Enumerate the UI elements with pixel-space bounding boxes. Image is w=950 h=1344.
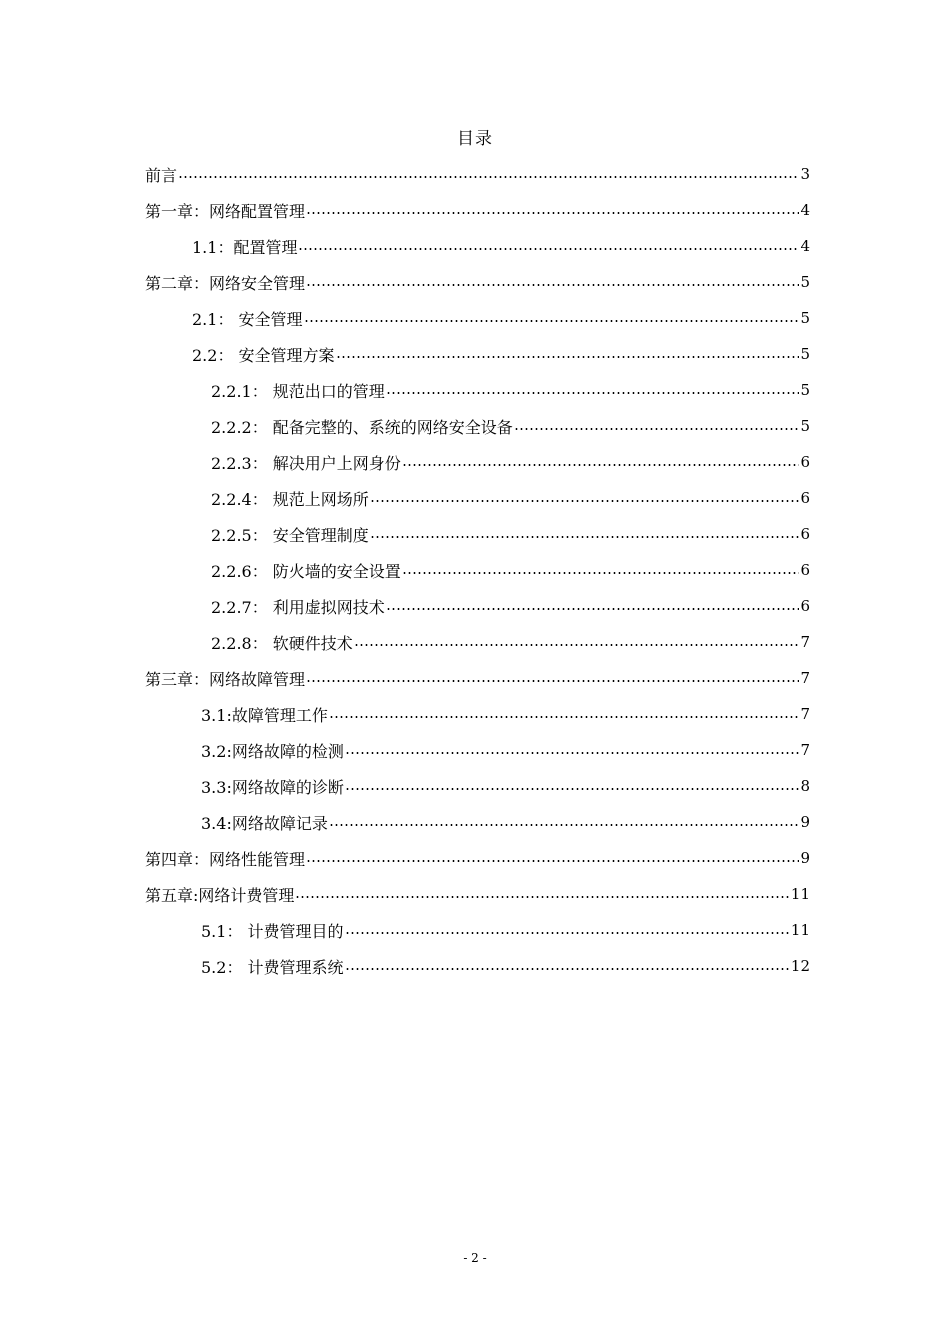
- toc-entry-page: 5: [800, 309, 810, 327]
- toc-entry-label: 第三章：网络故障管理: [145, 667, 305, 690]
- toc-leader-dots: [306, 284, 799, 287]
- toc-leader-dots: [345, 932, 790, 935]
- toc-leader-dots: [306, 212, 799, 215]
- toc-entry-label: 2.2： 安全管理方案: [192, 343, 335, 366]
- toc-leader-dots: [298, 248, 799, 251]
- toc-entry-page: 6: [800, 525, 810, 543]
- toc-leader-dots: [329, 716, 800, 719]
- toc-entry-label: 3.1:故障管理工作: [201, 703, 328, 726]
- toc-entry[interactable]: [145, 840, 810, 876]
- toc-entry-page: 5: [800, 273, 810, 291]
- toc-entry-label: 第五章:网络计费管理: [145, 883, 294, 906]
- toc-entry-page: 7: [800, 669, 810, 687]
- toc-entry-label: 1.1：配置管理: [192, 235, 297, 258]
- toc-entry-label: 5.2： 计费管理系统: [201, 955, 344, 978]
- toc-entry-label: 前言: [145, 163, 177, 186]
- toc-entry-page: 6: [800, 561, 810, 579]
- toc-entry-page: 7: [800, 633, 810, 651]
- toc-leader-dots: [370, 536, 800, 539]
- toc-entry-page: 6: [800, 453, 810, 471]
- toc-entry-page: 6: [800, 489, 810, 507]
- toc-entry-label: 2.2.7： 利用虚拟网技术: [211, 595, 385, 618]
- toc-entry[interactable]: [145, 660, 810, 696]
- toc-entry[interactable]: [145, 696, 810, 732]
- toc-entry-page: 4: [800, 201, 810, 219]
- toc-leader-dots: [295, 896, 790, 899]
- toc-entry[interactable]: [145, 588, 810, 624]
- toc-entry-label: 3.2:网络故障的检测: [201, 739, 344, 762]
- toc-leader-dots: [386, 608, 800, 611]
- toc-entry-page: 8: [800, 777, 810, 795]
- toc-entry[interactable]: [145, 804, 810, 840]
- toc-entry[interactable]: [145, 948, 810, 984]
- toc-leader-dots: [514, 428, 800, 431]
- toc-entry[interactable]: [145, 336, 810, 372]
- toc-entry[interactable]: [145, 444, 810, 480]
- toc-entry-page: 11: [790, 885, 810, 903]
- toc-entry-label: 2.2.4： 规范上网场所: [211, 487, 369, 510]
- toc-entry[interactable]: [145, 480, 810, 516]
- toc-leader-dots: [304, 320, 800, 323]
- toc-entry-label: 第一章：网络配置管理: [145, 199, 305, 222]
- toc-entry[interactable]: [145, 768, 810, 804]
- toc-entry[interactable]: [145, 300, 810, 336]
- toc-leader-dots: [336, 356, 800, 359]
- toc-entry[interactable]: [145, 156, 810, 192]
- page-number: - 2 -: [463, 1251, 487, 1265]
- toc-entry[interactable]: [145, 264, 810, 300]
- toc-entry-page: 7: [800, 705, 810, 723]
- toc-leader-dots: [345, 752, 800, 755]
- toc-leader-dots: [329, 824, 800, 827]
- toc-entry-label: 3.3:网络故障的诊断: [201, 775, 344, 798]
- toc-leader-dots: [306, 860, 799, 863]
- toc-entry[interactable]: [145, 552, 810, 588]
- toc-entry-label: 第四章：网络性能管理: [145, 847, 305, 870]
- toc-entry-page: 5: [800, 417, 810, 435]
- toc-entry-page: 12: [790, 957, 810, 975]
- toc-entry[interactable]: [145, 228, 810, 264]
- toc-leader-dots: [402, 572, 800, 575]
- toc-entry-page: 4: [800, 237, 810, 255]
- toc-entry-label: 2.2.6： 防火墙的安全设置: [211, 559, 401, 582]
- toc-leader-dots: [306, 680, 799, 683]
- toc-entry-page: 6: [800, 597, 810, 615]
- toc-entry-label: 第二章：网络安全管理: [145, 271, 305, 294]
- toc-entry-page: 5: [800, 381, 810, 399]
- toc-entry[interactable]: [145, 732, 810, 768]
- toc-entry-label: 3.4:网络故障记录: [201, 811, 328, 834]
- table-of-contents: [145, 156, 810, 984]
- toc-entry-page: 11: [790, 921, 810, 939]
- toc-entry-label: 2.2.8： 软硬件技术: [211, 631, 353, 654]
- toc-leader-dots: [370, 500, 800, 503]
- toc-entry[interactable]: [145, 516, 810, 552]
- toc-entry[interactable]: [145, 192, 810, 228]
- toc-entry[interactable]: [145, 912, 810, 948]
- toc-entry-label: 2.2.2： 配备完整的、系统的网络安全设备: [211, 415, 513, 438]
- toc-leader-dots: [402, 464, 800, 467]
- toc-leader-dots: [345, 968, 790, 971]
- toc-entry[interactable]: [145, 372, 810, 408]
- toc-entry-page: 7: [800, 741, 810, 759]
- toc-entry-page: 9: [800, 813, 810, 831]
- toc-leader-dots: [345, 788, 800, 791]
- toc-entry-label: 2.2.5： 安全管理制度: [211, 523, 369, 546]
- toc-title: 目录: [457, 129, 493, 149]
- toc-entry-label: 2.2.1： 规范出口的管理: [211, 379, 385, 402]
- toc-entry[interactable]: [145, 624, 810, 660]
- toc-leader-dots: [386, 392, 800, 395]
- toc-entry-page: 5: [800, 345, 810, 363]
- toc-entry-label: 2.1： 安全管理: [192, 307, 303, 330]
- toc-leader-dots: [178, 176, 799, 179]
- toc-entry-page: 9: [800, 849, 810, 867]
- toc-leader-dots: [354, 644, 800, 647]
- toc-entry-label: 2.2.3： 解决用户上网身份: [211, 451, 401, 474]
- toc-entry[interactable]: [145, 408, 810, 444]
- toc-entry-page: 3: [800, 165, 810, 183]
- toc-entry[interactable]: [145, 876, 810, 912]
- toc-entry-label: 5.1： 计费管理目的: [201, 919, 344, 942]
